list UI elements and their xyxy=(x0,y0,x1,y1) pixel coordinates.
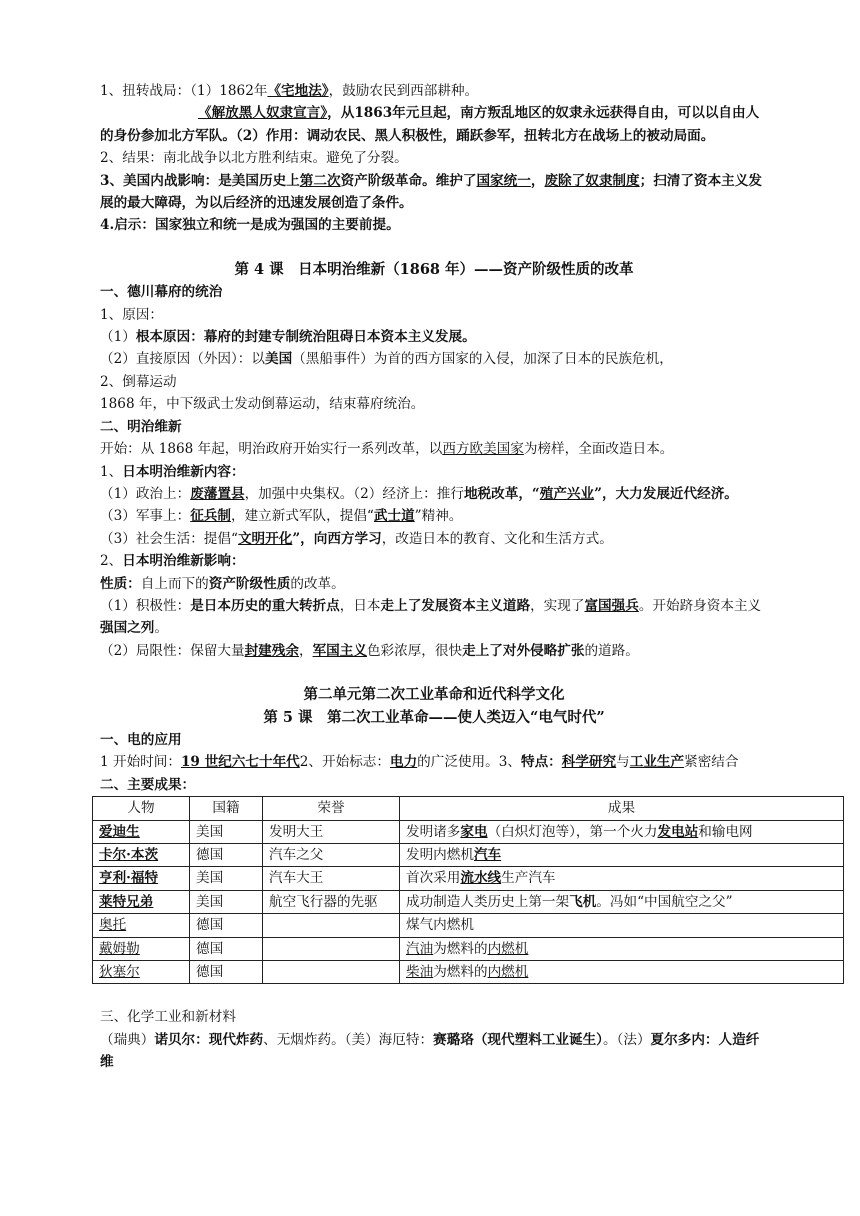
column-header: 荣誉 xyxy=(263,797,400,820)
text: ，鼓励农民到西部耕种。 xyxy=(328,83,479,99)
text: 1、扭转战局：（1）1862年 xyxy=(100,83,268,99)
underlined-term: 《解放黑人奴隶宣言》 xyxy=(198,105,328,122)
underlined-term: 武士道 xyxy=(373,508,415,525)
spacer xyxy=(100,984,768,1006)
underlined-term: 国家统一 xyxy=(476,172,531,189)
text: 走上了对外侵略扩张 xyxy=(462,642,585,659)
table-cell: 戴姆勒 xyxy=(93,937,190,960)
subheading: 1、原因： xyxy=(100,306,164,323)
table-cell: 莱特兄弟 xyxy=(93,890,190,913)
text: 2、开始标志： xyxy=(299,754,390,771)
paragraph xyxy=(100,505,768,527)
text: 地税改革 xyxy=(463,485,519,502)
text: 根本原因：幕府的封建专制统治阻碍日本资本主义发展。 xyxy=(135,329,476,346)
underlined-term: 西方欧美国家 xyxy=(442,441,524,458)
underlined-term: 第二次 xyxy=(299,172,341,189)
text: 夏尔多内：人造纤维 xyxy=(100,1031,760,1071)
table-cell: 亨利·福特 xyxy=(93,867,190,890)
underlined-term: 流水线 xyxy=(460,870,502,887)
table-cell xyxy=(400,844,844,867)
underlined-term: 电力 xyxy=(389,754,418,771)
text: ， xyxy=(530,172,545,189)
achievements-table xyxy=(92,796,844,984)
table-row xyxy=(93,820,844,843)
text: （瑞典） xyxy=(100,1031,155,1048)
text: 首次采用 xyxy=(406,870,461,887)
text: ”，向西方学习 xyxy=(292,530,382,547)
text: 3、美国内战影响：是美国历史上 xyxy=(100,172,300,189)
table-cell: 狄塞尔 xyxy=(93,961,190,984)
paragraph: 1868 年，中下级武士发动倒幕运动，结束幕府统治。 xyxy=(100,396,425,413)
text: ，从1863年元旦起，南方叛乱地区的奴隶永远获得自由，可以以自由人的身份参加北方军队。（2）作用：调动农民、黑人积极性，踊跃参军，扭转北方在战场上的被动局面。 xyxy=(100,105,760,144)
paragraph xyxy=(100,573,768,595)
underlined-term: 发电站 xyxy=(657,823,699,840)
underlined-term: 封建残余 xyxy=(244,642,299,659)
table-cell xyxy=(400,937,844,960)
text: ，“ xyxy=(518,485,540,502)
table-cell: 奥托 xyxy=(93,914,190,937)
table-cell: 汽车大王 xyxy=(263,867,400,890)
text: 日本明治维新内容： xyxy=(122,463,245,480)
underlined-term: 内燃机 xyxy=(487,964,529,981)
paragraph xyxy=(100,348,768,370)
text: 成功制造人类历史上第一架 xyxy=(406,893,570,910)
column-header: 成果 xyxy=(400,797,844,820)
text: （1）政治上： xyxy=(100,485,191,502)
underlined-term: 《宅地法》 xyxy=(267,83,329,99)
underlined-term: 废除了奴隶制度 xyxy=(544,172,640,189)
text: 、无烟炸药。（美）海厄特： xyxy=(263,1031,434,1048)
text: ，加强中央集权。（2）经济上：推行 xyxy=(244,485,464,502)
paragraph xyxy=(100,170,768,215)
text: 发明诸多 xyxy=(406,823,461,840)
text: ，日本 xyxy=(339,597,381,614)
section-heading: 三、化学工业和新材料 xyxy=(100,1009,236,1026)
paragraph xyxy=(100,751,768,773)
text: （1）积极性： xyxy=(100,597,191,614)
text: 紧密结合 xyxy=(684,754,739,771)
text: 资产阶级性质 xyxy=(208,575,291,592)
table-cell: 德国 xyxy=(190,937,263,960)
underlined-term: 汽车 xyxy=(473,847,502,863)
text: （3）军事上： xyxy=(100,508,191,525)
text: 资产阶级革命。维护了 xyxy=(340,172,477,189)
paragraph xyxy=(100,1029,768,1074)
table-cell: 德国 xyxy=(190,844,263,867)
text: ，建立新式军队，提倡“ xyxy=(231,508,374,525)
underlined-term: 文明开化 xyxy=(237,530,293,547)
paragraph xyxy=(100,102,768,147)
underlined-term: 汽油 xyxy=(406,940,434,957)
lesson-title: 第 4 课 日本明治维新（1868 年）——资产阶级性质的改革 xyxy=(234,260,634,278)
text: 的广泛使用。3、 xyxy=(417,754,521,771)
lesson-title: 第 5 课 第二次工业革命——使人类迈入“电气时代” xyxy=(263,708,605,726)
text: 是日本历史的重大转折点 xyxy=(190,597,340,614)
text: 发明内燃机 xyxy=(406,847,474,863)
underlined-term: 家电 xyxy=(460,823,488,840)
text: ；扫清了资本主义发展的最大障碍，为以后经济的迅速发展创造了条件。 xyxy=(100,172,762,212)
text: 的改革。 xyxy=(290,575,345,592)
table-cell xyxy=(263,914,400,937)
table-row xyxy=(93,914,844,937)
section-heading: 二、主要成果： xyxy=(100,776,196,793)
underlined-term: 工业生产 xyxy=(629,754,685,771)
underlined-term: 柴油 xyxy=(406,964,434,981)
table-cell xyxy=(263,937,400,960)
text: （1） xyxy=(100,329,136,346)
underlined-term: 内燃机 xyxy=(487,940,529,957)
text: ， xyxy=(298,642,313,659)
table-cell: 美国 xyxy=(190,890,263,913)
table-cell: 煤气内燃机 xyxy=(400,914,844,937)
paragraph: 2、结果：南北战争以北方胜利结束。避免了分裂。 xyxy=(100,150,408,167)
table-cell: 德国 xyxy=(190,961,263,984)
text: ”精神。 xyxy=(414,508,463,525)
table-row xyxy=(93,844,844,867)
table-cell xyxy=(400,867,844,890)
section-heading: 二、明治维新 xyxy=(100,418,182,435)
text: 为燃料的 xyxy=(433,964,488,981)
text: （2）局限性：保留大量 xyxy=(100,642,245,659)
text: 和输电网 xyxy=(698,823,753,840)
text: 生产汽车 xyxy=(501,870,556,887)
table-row xyxy=(93,937,844,960)
table-cell: 美国 xyxy=(190,867,263,890)
unit-title: 第二单元第二次工业革命和近代科学文化 xyxy=(303,686,565,704)
text: 2、 xyxy=(100,553,123,570)
paragraph xyxy=(100,326,768,348)
subheading xyxy=(100,550,768,572)
table-cell: 德国 xyxy=(190,914,263,937)
text: 性质： xyxy=(100,575,141,592)
text: 开始：从 1868 年起，明治政府开始实行一系列改革，以 xyxy=(100,441,443,458)
text: ，改造日本的教育、文化和生活方式。 xyxy=(381,530,613,547)
text: 。冯如“中国航空之父” xyxy=(596,893,733,910)
paragraph xyxy=(100,80,768,102)
text: 诺贝尔：现代炸药 xyxy=(154,1031,264,1048)
table-cell xyxy=(400,820,844,843)
text: 日本明治维新影响： xyxy=(122,553,245,570)
table-cell: 卡尔·本茨 xyxy=(93,844,190,867)
table-cell: 汽车之父 xyxy=(263,844,400,867)
text: 美国 xyxy=(264,351,293,368)
underlined-term: 富国强兵 xyxy=(584,597,639,614)
paragraph: 4.启示：国家独立和统一是成为强国的主要前提。 xyxy=(100,217,400,234)
underlined-term: 军国主义 xyxy=(312,642,367,659)
paragraph xyxy=(100,640,768,662)
underlined-term: 废藩置县 xyxy=(190,485,245,502)
text: 赛璐珞（现代塑料工业诞生） xyxy=(433,1031,603,1048)
table-cell: 发明大王 xyxy=(263,820,400,843)
table-cell xyxy=(400,961,844,984)
paragraph xyxy=(100,595,768,640)
column-header: 人物 xyxy=(93,797,190,820)
text: 强国之列 xyxy=(100,620,155,637)
text: 自上而下的 xyxy=(140,575,209,592)
table-cell: 美国 xyxy=(190,820,263,843)
text: 与 xyxy=(616,754,630,771)
table-row xyxy=(93,961,844,984)
section-heading: 一、电的应用 xyxy=(100,731,182,748)
text: 的道路。 xyxy=(584,642,639,659)
table-cell xyxy=(263,961,400,984)
section-heading: 一、德川幕府的统治 xyxy=(100,284,223,301)
paragraph xyxy=(100,528,768,550)
text: （白炽灯泡等），第一个火力 xyxy=(487,823,658,840)
paragraph xyxy=(100,483,768,505)
table-row xyxy=(93,890,844,913)
text: 色彩浓厚，很快 xyxy=(366,642,463,659)
table-cell: 航空飞行器的先驱 xyxy=(263,890,400,913)
text: 。开始跻身资本主义 xyxy=(638,597,762,614)
table-cell xyxy=(400,890,844,913)
text: （2）直接原因（外因）：以 xyxy=(100,351,265,368)
text: （黑船事件）为首的西方国家的入侵，加深了日本的民族危机， xyxy=(292,351,673,368)
paragraph xyxy=(100,438,768,460)
table-cell: 爱迪生 xyxy=(93,820,190,843)
subheading: 2、倒幕运动 xyxy=(100,373,177,390)
text: 1、 xyxy=(100,463,123,480)
text: 。（法） xyxy=(602,1031,651,1048)
text: ”，大力发展近代经济。 xyxy=(594,485,738,502)
underlined-term: 19 世纪六七十年代 xyxy=(180,754,300,771)
table-header-row xyxy=(93,797,844,820)
underlined-term: 科学研究 xyxy=(561,754,617,771)
underlined-term: 征兵制 xyxy=(190,508,231,525)
document-page xyxy=(100,80,768,1074)
text: 飞机 xyxy=(569,893,597,910)
text: 走上了发展资本主义道路 xyxy=(380,597,531,614)
text: ，实现了 xyxy=(530,597,585,614)
text: 为榜样，全面改造日本。 xyxy=(523,441,674,458)
column-header: 国籍 xyxy=(190,797,263,820)
underlined-term: 殖产兴业 xyxy=(539,485,595,502)
text: 为燃料的 xyxy=(433,940,488,957)
subheading xyxy=(100,461,768,483)
text: （3）社会生活：提倡“ xyxy=(100,530,238,547)
table-row xyxy=(93,867,844,890)
text: 。 xyxy=(154,620,168,637)
text: 特点： xyxy=(520,754,562,771)
text: 1 开始时间： xyxy=(100,754,181,771)
